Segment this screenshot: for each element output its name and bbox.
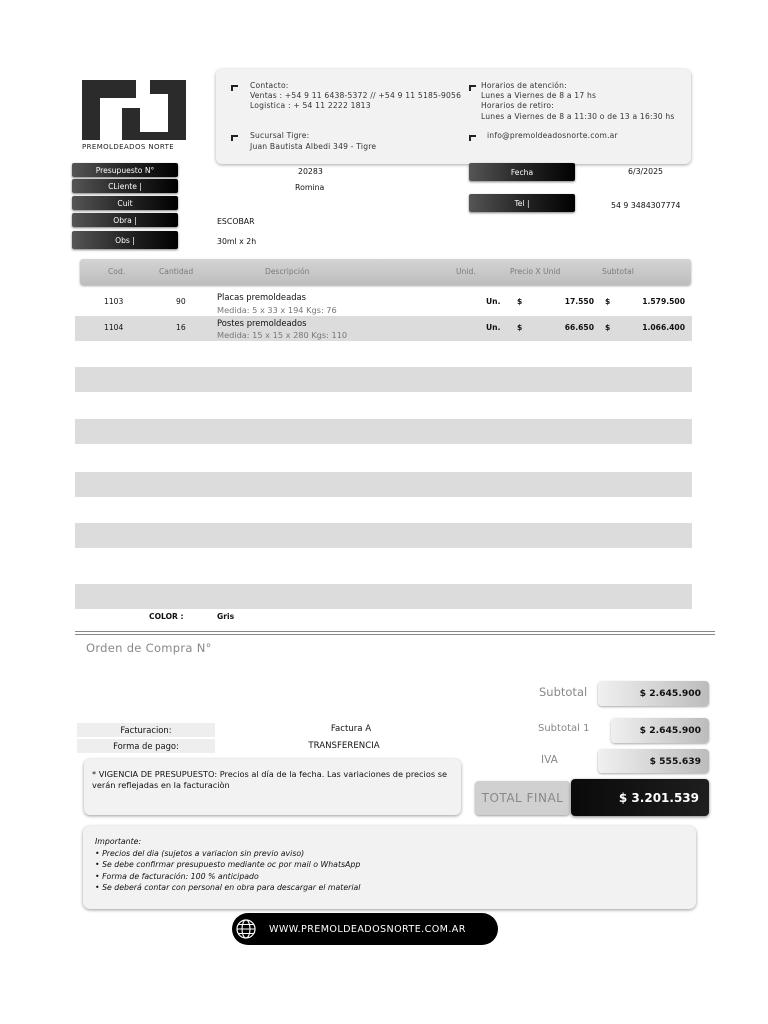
website-link[interactable] bbox=[232, 913, 498, 945]
contact-title: Contacto: bbox=[250, 81, 289, 90]
bullet-icon bbox=[231, 85, 238, 92]
subtotal-value: $ 2.645.900 bbox=[598, 681, 709, 706]
row-medida: Medida: 5 x 33 x 194 Kgs: 76 bbox=[217, 305, 337, 315]
row-currency: $ bbox=[517, 297, 523, 306]
horarios-title: Horarios de atención: bbox=[481, 81, 567, 90]
total-final-value: $ 3.201.539 bbox=[571, 779, 709, 816]
company-name: PREMOLDEADOS NORTE bbox=[82, 143, 175, 151]
divider bbox=[75, 634, 715, 635]
presupuesto-label: Presupuesto N° bbox=[72, 163, 178, 177]
col-descripcion: Descripción bbox=[265, 267, 310, 276]
sucursal-address: Juan Bautista Albedi 349 - Tigre bbox=[250, 142, 377, 151]
row-band bbox=[75, 472, 692, 497]
row-title: Placas premoldeadas bbox=[217, 292, 307, 302]
iva-label: IVA bbox=[541, 754, 558, 766]
row-title: Postes premoldeados bbox=[217, 318, 307, 328]
col-unid: Unid. bbox=[456, 267, 476, 276]
row-band bbox=[75, 367, 692, 392]
obra-value: ESCOBAR bbox=[217, 217, 255, 226]
row-unid: Un. bbox=[486, 297, 501, 306]
important-notes bbox=[83, 826, 696, 909]
important-title: Importante: bbox=[95, 837, 142, 846]
contact-email: info@premoldeadosnorte.com.ar bbox=[487, 131, 618, 140]
row-band bbox=[75, 419, 692, 444]
facturacion-label: Facturacion: bbox=[77, 723, 215, 737]
subtotal-label: Subtotal bbox=[539, 685, 588, 699]
website-url: WWW.PREMOLDEADOSNORTE.COM.AR bbox=[269, 923, 466, 935]
horarios-atencion: Lunes a Viernes de 8 a 17 hs bbox=[481, 91, 597, 100]
fecha-label: Fecha bbox=[469, 163, 575, 181]
row-medida: Medida: 15 x 15 x 280 Kgs: 110 bbox=[217, 330, 348, 340]
important-line: • Forma de facturación: 100 % anticipado bbox=[95, 871, 259, 881]
row-currency: $ bbox=[605, 323, 611, 332]
company-logo bbox=[82, 80, 186, 140]
contact-logistica: Logistica : + 54 11 2222 1813 bbox=[250, 101, 371, 110]
row-band bbox=[75, 316, 692, 341]
bullet-icon bbox=[231, 135, 238, 142]
fecha-value: 6/3/2025 bbox=[628, 167, 664, 176]
col-cantidad: Cantidad bbox=[159, 267, 194, 276]
obra-label: Obra | bbox=[72, 213, 178, 227]
row-subtotal: 1.579.500 bbox=[642, 297, 685, 306]
cliente-value: Romina bbox=[295, 183, 325, 192]
tel-value: 54 9 3484307774 bbox=[611, 201, 681, 210]
row-subtotal: 1.066.400 bbox=[642, 323, 685, 332]
cliente-label: CLiente | bbox=[72, 179, 178, 193]
obs-value: 30ml x 2h bbox=[217, 237, 257, 246]
row-cod: 1103 bbox=[104, 297, 124, 306]
important-line: • Precios del dia (sujetos a variacion sin previo aviso) bbox=[95, 848, 305, 858]
presupuesto-value: 20283 bbox=[298, 167, 323, 176]
vigencia-note: * VIGENCIA DE PRESUPUESTO: Precios al día de la fecha. Las variaciones de precios se verán reflejadas en la facturaciòn bbox=[84, 759, 461, 815]
forma-pago-value: TRANSFERENCIA bbox=[308, 741, 380, 751]
horarios-retiro-title: Horarios de retiro: bbox=[481, 101, 554, 110]
row-band bbox=[75, 523, 692, 548]
facturacion-value: Factura A bbox=[330, 724, 372, 734]
horarios-retiro: Lunes a Viernes de 8 a 11:30 o de 13 a 16:30 hs bbox=[481, 112, 675, 121]
bullet-icon bbox=[469, 135, 476, 142]
row-unid: Un. bbox=[486, 323, 501, 332]
globe-icon bbox=[235, 918, 257, 940]
row-cantidad: 90 bbox=[176, 297, 186, 306]
tel-label: Tel | bbox=[469, 194, 575, 212]
subtotal1-value: $ 2.645.900 bbox=[611, 718, 709, 743]
total-final-label: TOTAL FINAL bbox=[475, 781, 570, 815]
cuit-label: Cuit bbox=[72, 196, 178, 210]
sucursal-title: Sucursal Tigre: bbox=[250, 131, 310, 140]
color-value: Gris bbox=[217, 612, 235, 621]
color-label: COLOR : bbox=[149, 612, 184, 621]
row-currency: $ bbox=[517, 323, 523, 332]
row-precio: 66.650 bbox=[564, 323, 594, 332]
obs-label: Obs | bbox=[72, 231, 178, 249]
row-band bbox=[75, 584, 692, 609]
col-cod: Cod. bbox=[108, 267, 126, 276]
contact-ventas: Ventas : +54 9 11 6438-5372 // +54 9 11 5185-9056 bbox=[250, 91, 462, 100]
row-precio: 17.550 bbox=[564, 297, 594, 306]
row-cantidad: 16 bbox=[176, 323, 186, 332]
divider bbox=[75, 631, 715, 632]
forma-pago-label: Forma de pago: bbox=[77, 739, 215, 753]
important-line: • Se deberá contar con personal en obra para descargar el material bbox=[95, 883, 361, 893]
row-currency: $ bbox=[605, 297, 611, 306]
col-subtotal: Subtotal bbox=[602, 267, 634, 276]
items-table-header bbox=[80, 259, 691, 285]
row-cod: 1104 bbox=[104, 323, 124, 332]
iva-value: $ 555.639 bbox=[598, 749, 709, 773]
subtotal1-label: Subtotal 1 bbox=[538, 723, 590, 734]
important-line: • Se debe confirmar presupuesto mediante oc por mail o WhatsApp bbox=[95, 860, 361, 870]
orden-compra-label: Orden de Compra N° bbox=[86, 641, 212, 655]
bullet-icon bbox=[469, 85, 476, 92]
col-precio: Precio X Unid bbox=[510, 267, 561, 276]
